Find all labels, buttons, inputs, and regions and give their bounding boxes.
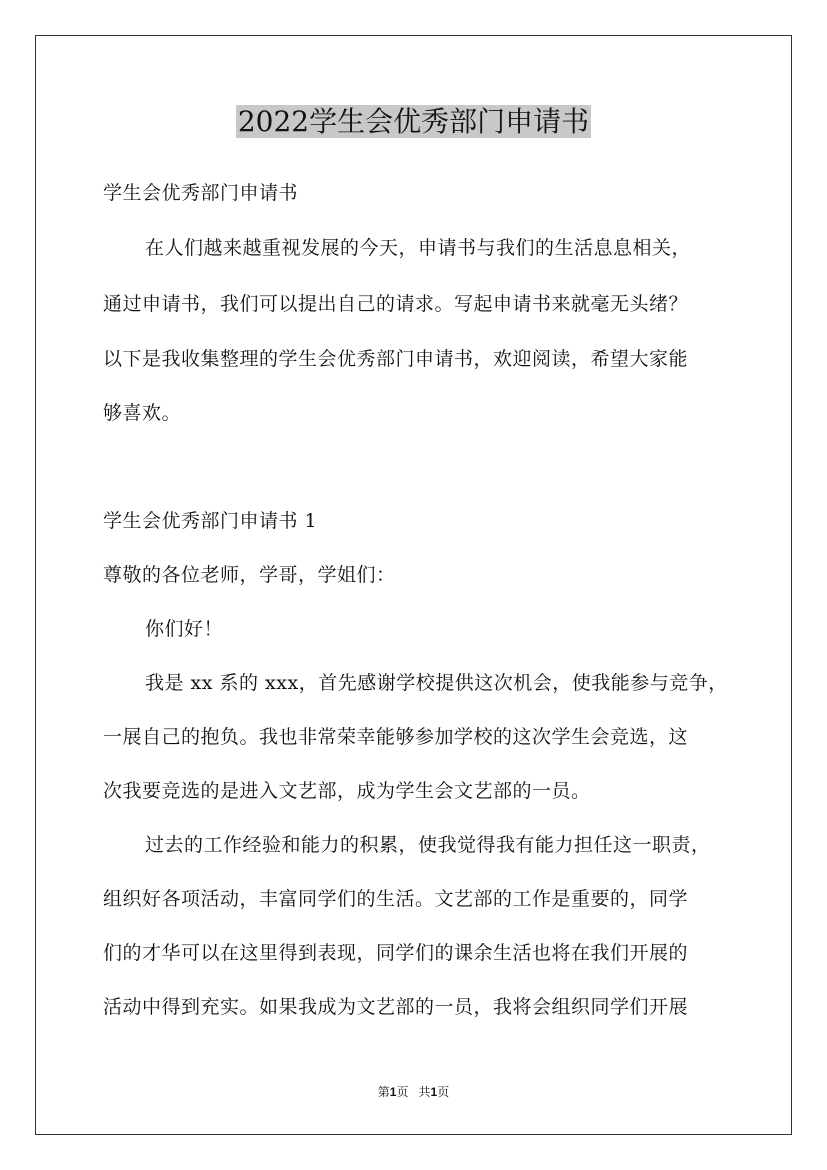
greeting-line: 你们好！	[145, 618, 224, 640]
paragraph-line: 活动中得到充实。如果我成为文艺部的一员，我将会组织同学们开展	[103, 996, 689, 1018]
paragraph-line: 通过申请书，我们可以提出自己的请求。写起申请书来就毫无头绪？	[103, 293, 689, 315]
paragraph-line: 过去的工作经验和能力的积累，使我觉得我有能力担任这一职责，	[145, 834, 711, 856]
page-prefix: 第	[377, 1085, 390, 1099]
page-current: 1	[389, 1085, 397, 1099]
page-suffix: 页	[396, 1085, 409, 1099]
paragraph-line: 一展自己的抱负。我也非常荣幸能够参加学校的这次学生会竞选，这	[103, 726, 689, 748]
paragraph-line: 以下是我收集整理的学生会优秀部门申请书，欢迎阅读，希望大家能	[103, 348, 689, 370]
page-total: 1	[430, 1085, 438, 1099]
paragraph-line: 们的才华可以在这里得到表现，同学们的课余生活也将在我们开展的	[103, 942, 689, 964]
paragraph-line: 组织好各项活动，丰富同学们的生活。文艺部的工作是重要的，同学	[103, 888, 689, 910]
paragraph-line: 次我要竞选的是进入文艺部，成为学生会文艺部的一员。	[103, 780, 591, 802]
paragraph-line: 够喜欢。	[103, 402, 182, 424]
total-suffix: 页	[437, 1085, 450, 1099]
salutation-line: 尊敬的各位老师，学哥，学姐们：	[103, 564, 396, 586]
document-title-text: 2022学生会优秀部门申请书	[237, 105, 590, 138]
subtitle-line: 学生会优秀部门申请书	[103, 182, 299, 204]
paragraph-line: 我是 xx 系的 xxx，首先感谢学校提供这次机会，使我能参与竞争，	[145, 672, 728, 694]
paragraph-line: 在人们越来越重视发展的今天，申请书与我们的生活息息相关，	[145, 237, 692, 259]
document-title	[0, 100, 827, 144]
section-heading: 学生会优秀部门申请书 1	[103, 510, 318, 532]
page-footer	[0, 1083, 827, 1100]
total-prefix: 共	[418, 1085, 431, 1099]
